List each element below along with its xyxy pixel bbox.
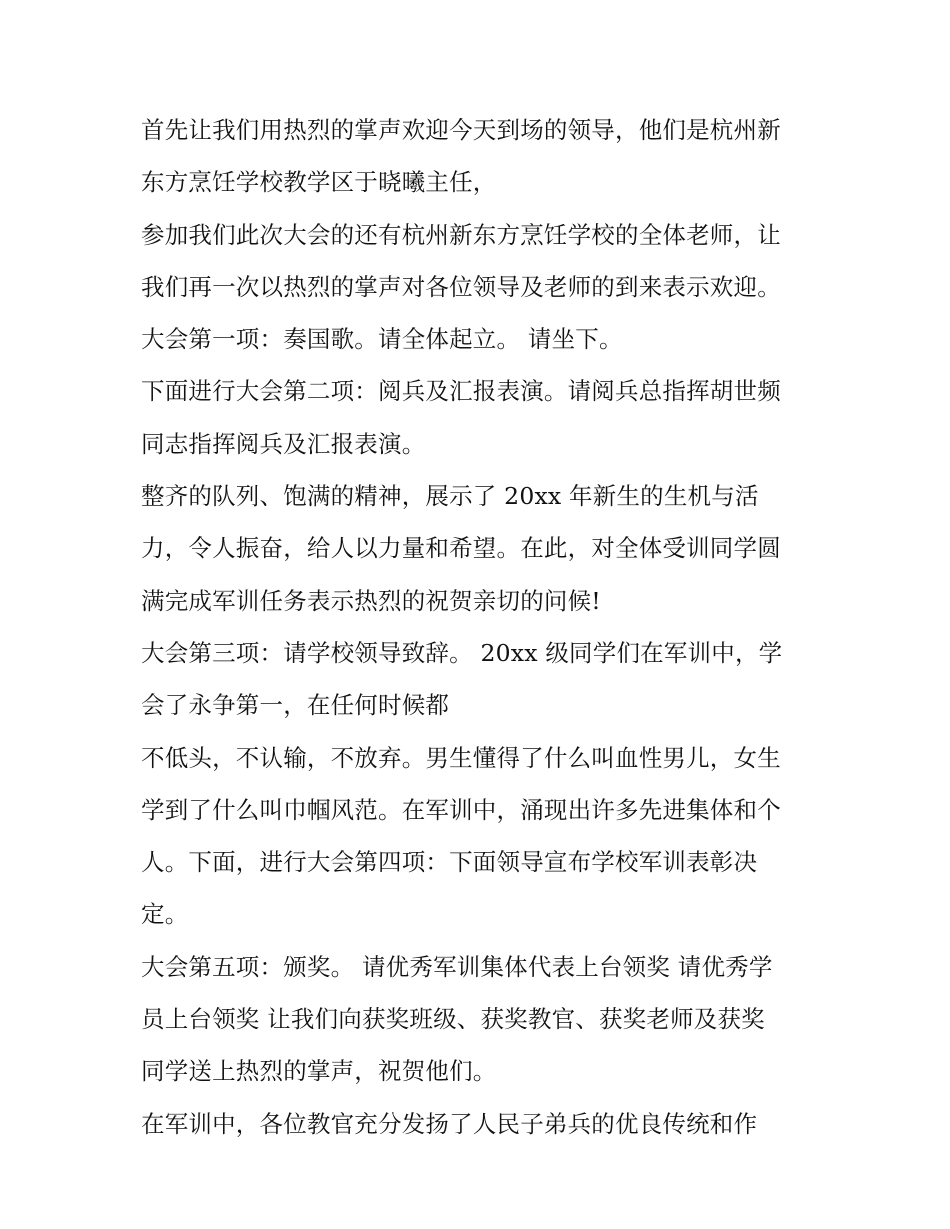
text-line: 参加我们此次大会的还有杭州新东方烹饪学校的全体老师，让 [141,220,781,249]
text-line: 大会第五项：颁奖。 请优秀军训集体代表上台领奖 请优秀学 [141,952,773,981]
text-line: 大会第一项：奏国歌。请全体起立。 请坐下。 [141,325,623,354]
text-line: 定。 [141,900,189,929]
text-line: 下面进行大会第二项：阅兵及汇报表演。请阅兵总指挥胡世频 [141,377,781,406]
text-line: 首先让我们用热烈的掌声欢迎今天到场的领导，他们是杭州新 [141,116,781,144]
text-line: 大会第三项：请学校领导致辞。 20xx 级同学们在军训中，学 [141,638,783,667]
text-line: 在军训中，各位教官充分发扬了人民子弟兵的优良传统和作 [141,1109,758,1138]
text-line: 学到了什么叫巾帼风范。在军训中，涌现出许多先进集体和个 [141,795,781,824]
text-line: 会了永争第一，在任何时候都 [141,691,450,720]
text-line: 同学送上热烈的掌声，祝贺他们。 [141,1057,497,1086]
text-line: 员上台领奖 让我们向获奖班级、获奖教官、获奖老师及获奖 [141,1005,765,1034]
text-line: 我们再一次以热烈的掌声对各位领导及老师的到来表示欢迎。 [141,272,781,301]
text-line: 人。下面，进行大会第四项：下面领导宣布学校军训表彰决 [141,848,758,877]
text-line: 东方烹饪学校教学区于晓曦主任， [141,168,497,197]
document-body [141,104,821,1150]
text-line: 不低头，不认输，不放弃。男生懂得了什么叫血性男儿，女生 [141,743,781,772]
text-line: 满完成军训任务表示热烈的祝贺亲切的问候! [141,586,601,615]
text-line: 整齐的队列、饱满的精神，展示了 20xx 年新生的生机与活 [141,482,759,511]
text-line: 力，令人振奋，给人以力量和希望。在此，对全体受训同学圆 [141,534,781,563]
text-line: 同志指挥阅兵及汇报表演。 [141,429,426,458]
